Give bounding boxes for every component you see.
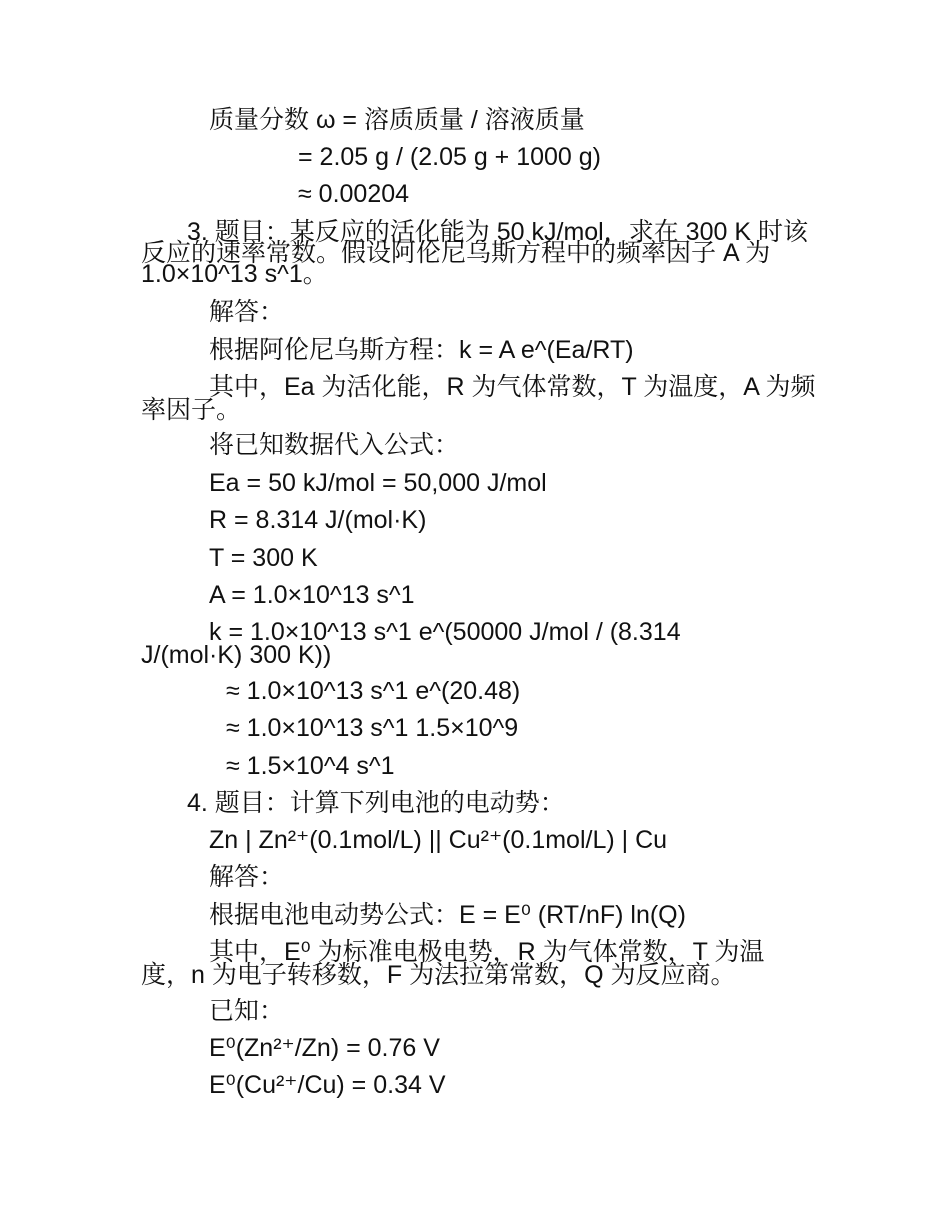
q3-title-line-2: 反应的速率常数。假设阿伦尼乌斯方程中的频率因子 A 为 [141, 239, 771, 267]
q4-title: 4. 题目：计算下列电池的电动势： [187, 789, 565, 817]
q3-approx-2: ≈ 1.0×10^13 s^1 1.5×10^9 [226, 714, 519, 742]
q4-where-line-2: 度，n 为电子转移数，F 为法拉第常数，Q 为反应商。 [141, 961, 736, 989]
mass-fraction-result: ≈ 0.00204 [298, 180, 410, 208]
q3-substitute-label: 将已知数据代入公式： [209, 431, 460, 459]
q4-cell-notation: Zn | Zn²⁺(0.1mol/L) || Cu²⁺(0.1mol/L) | Cu [209, 826, 668, 854]
mass-fraction-substitution: = 2.05 g / (2.05 g + 1000 g) [298, 143, 602, 171]
q3-k-line-2: J/(mol·K) 300 K)) [141, 641, 332, 669]
q4-e-zn-value: E⁰(Zn²⁺/Zn) = 0.76 V [209, 1034, 440, 1062]
q3-ea-value: Ea = 50 kJ/mol = 50,000 J/mol [209, 469, 547, 497]
q4-where-line-1: 其中，E⁰ 为标准电极电势，R 为气体常数，T 为温 [209, 938, 765, 966]
mass-fraction-definition: 质量分数 ω = 溶质质量 / 溶液质量 [209, 106, 585, 134]
q3-t-value: T = 300 K [209, 544, 318, 572]
q3-where-line-1: 其中，Ea 为活化能，R 为气体常数，T 为温度，A 为频 [209, 373, 816, 401]
q3-title-line-1: 3. 题目：某反应的活化能为 50 kJ/mol，求在 300 K 时该 [187, 218, 808, 246]
q3-arrhenius-equation: 根据阿伦尼乌斯方程：k = A e^(Ea/RT) [209, 336, 634, 364]
q4-emf-formula: 根据电池电动势公式：E = E⁰ (RT/nF) ln(Q) [209, 901, 686, 929]
q3-k-line-1: k = 1.0×10^13 s^1 e^(50000 J/mol / (8.314 [209, 618, 681, 646]
q4-answer-label: 解答： [209, 863, 285, 891]
q3-approx-3: ≈ 1.5×10^4 s^1 [226, 752, 395, 780]
q3-approx-1: ≈ 1.0×10^13 s^1 e^(20.48) [226, 677, 521, 705]
q3-title-line-3: 1.0×10^13 s^1。 [141, 260, 328, 288]
q3-where-line-2: 率因子。 [141, 396, 242, 424]
q3-answer-label: 解答： [209, 298, 285, 326]
q3-a-value: A = 1.0×10^13 s^1 [209, 581, 415, 609]
q4-known-label: 已知： [209, 997, 285, 1025]
q3-r-value: R = 8.314 J/(mol·K) [209, 506, 427, 534]
q4-e-cu-value: E⁰(Cu²⁺/Cu) = 0.34 V [209, 1071, 446, 1099]
